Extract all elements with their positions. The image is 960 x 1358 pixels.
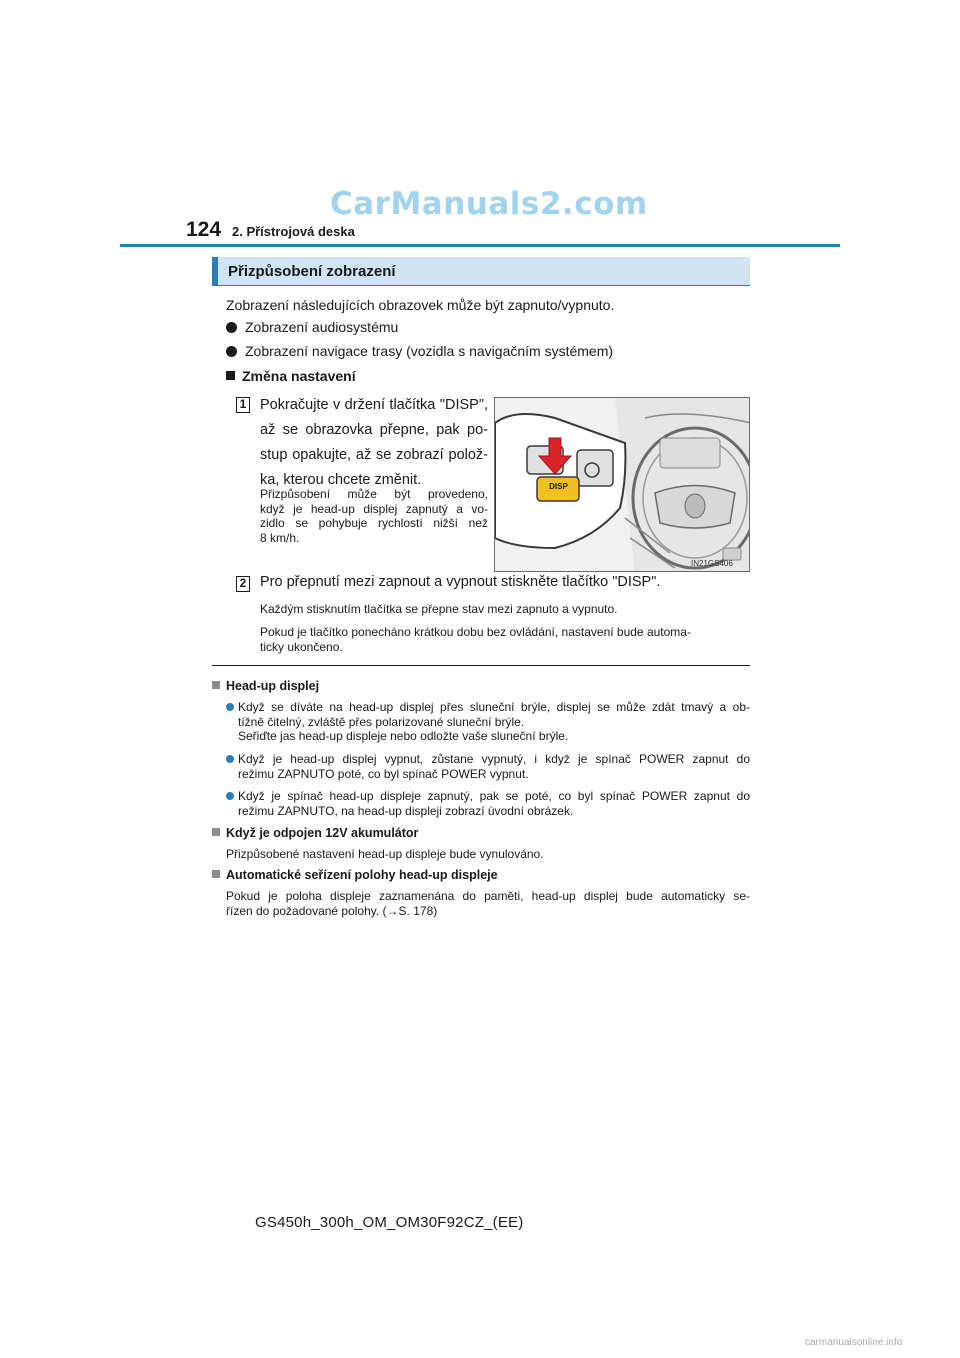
step2-note	[260, 625, 750, 654]
note-line: tížně čitelný, zvláště přes polarizované sluneční brýle.	[238, 714, 525, 729]
bullet-icon	[226, 346, 237, 357]
sub-heading-text: Změna nastavení	[242, 368, 356, 384]
note-line: režimu ZAPNUTO, na head-up displeji zobrazí úvodní obrázek.	[238, 803, 574, 818]
note-heading-battery	[212, 826, 418, 840]
note-line: Když se díváte na head-up displej přes sluneční brýle, displej se může zdát tmavý a ob-	[238, 700, 750, 714]
step1-line: stup opakujte, až se zobrazí polož-	[260, 447, 488, 463]
header-rule	[120, 244, 840, 247]
sub-heading	[226, 368, 356, 384]
intro-text: Zobrazení následujících obrazovek může být zapnuto/vypnuto.	[226, 297, 615, 313]
square-bullet-icon	[212, 681, 220, 689]
footer-manual-code: GS450h_300h_OM_OM30F92CZ_(EE)	[255, 1214, 524, 1231]
note-line: režimu ZAPNUTO poté, co byl spínač POWER vypnut.	[238, 766, 529, 781]
note-line: řízen do požadované polohy. (→S. 178)	[226, 903, 438, 918]
watermark-carmanuals2: CarManuals2.com	[330, 186, 648, 222]
note-item-text	[238, 752, 750, 781]
step2-note-line: Pokud je tlačítko ponecháno krátkou dobu bez ovládání, nastavení bude automa-	[260, 625, 691, 639]
bullet-text: Zobrazení audiosystému	[245, 319, 399, 335]
bullet-text: Zobrazení navigace trasy (vozidla s navigačním systémem)	[245, 343, 614, 359]
bullet-icon	[226, 322, 237, 333]
disp-button-label: DISP	[549, 482, 568, 491]
bullet-item	[226, 319, 398, 335]
note-line: Když je head-up displej vypnut, zůstane vypnutý, i když je spínač POWER zapnut do	[238, 752, 750, 766]
note-battery-text: Přizpůsobené nastavení head-up displeje bude vynulováno.	[226, 847, 544, 861]
note-item-text	[238, 700, 750, 744]
dashboard-drawing	[495, 398, 750, 572]
bullet-icon	[226, 792, 234, 800]
note-auto-position-text	[226, 889, 750, 918]
step1-line: Pokračujte v držení tlačítka "DISP",	[260, 397, 488, 413]
watermark-carmanualsonline: carmanualsonline.info	[805, 1337, 903, 1348]
note-heading-text: Když je odpojen 12V akumulátor	[226, 826, 419, 840]
page-number: 124	[186, 218, 222, 241]
note-line: Pokud je poloha displeje zaznamenána do paměti, head-up displej bude automaticky se-	[226, 889, 750, 903]
step1-note	[260, 487, 488, 545]
step2-instruction: Pro přepnutí mezi zapnout a vypnout stiskněte tlačítko "DISP".	[260, 574, 661, 590]
chapter-title: 2. Přístrojová deska	[232, 224, 355, 239]
step-badge-1: 1	[236, 397, 250, 413]
bullet-icon	[226, 755, 234, 763]
step2-note-line: ticky ukončeno.	[260, 639, 343, 654]
bullet-item	[226, 343, 613, 359]
section-divider	[212, 665, 750, 666]
note-item	[226, 700, 750, 745]
step2-note: Každým stisknutím tlačítka se přepne stav mezi zapnuto a vypnuto.	[260, 602, 618, 616]
step1-line: ka, kterou chcete změnit.	[260, 472, 422, 488]
step-badge-2: 2	[236, 576, 250, 592]
step1-note-line: zidlo se pohybuje rychlostí nižší než	[260, 516, 488, 530]
square-bullet-icon	[212, 870, 220, 878]
step1-instruction	[260, 393, 488, 493]
square-bullet-icon	[212, 828, 220, 836]
section-title: Přizpůsobení zobrazení	[228, 263, 396, 280]
note-heading-text: Head-up displej	[226, 679, 320, 693]
note-item	[226, 789, 750, 819]
square-bullet-icon	[226, 371, 235, 380]
note-heading-text: Automatické seřízení polohy head-up displeje	[226, 868, 498, 882]
note-heading-auto-position	[212, 868, 498, 882]
note-item	[226, 752, 750, 782]
disp-button-illustration	[494, 397, 750, 572]
note-line: Seřiďte jas head-up displeje nebo odložte vaše sluneční brýle.	[238, 729, 569, 743]
step1-note-line: 8 km/h.	[260, 530, 300, 545]
illustration-code: IN21GS406	[691, 559, 733, 568]
note-item-text	[238, 789, 750, 818]
step1-line: až se obrazovka přepne, pak po-	[260, 422, 488, 438]
note-heading-hud	[212, 679, 319, 693]
section-header	[212, 257, 750, 286]
bullet-icon	[226, 703, 234, 711]
note-line: Když je spínač head-up displeje zapnutý, pak se poté, co byl spínač POWER zapnut do	[238, 789, 750, 803]
step1-note-line: Přizpůsobení může být provedeno,	[260, 487, 488, 501]
step1-note-line: když je head-up displej zapnutý a vo-	[260, 501, 488, 516]
